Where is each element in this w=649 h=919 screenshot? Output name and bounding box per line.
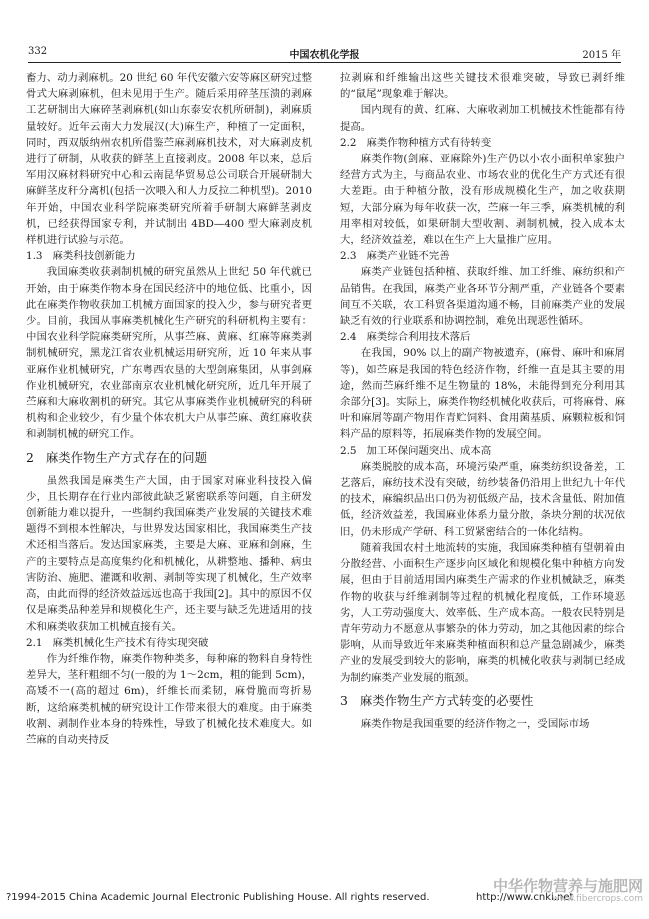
paragraph: 国内现有的黄、红麻、大麻收剥加工机械技术性能都有待提高。	[340, 104, 625, 133]
paragraph: 拉剥麻和纤维输出这些关键技术很难突破，导致已剥纤维的“鼠尾”现象难于解决。	[340, 72, 625, 101]
section-heading-2	[26, 449, 312, 467]
issue-year: 2015 年	[582, 50, 621, 61]
section-title: 麻类机械化生产技术有待实现突破	[52, 636, 209, 649]
section-heading-2-4	[340, 329, 625, 345]
paragraph: 在我国，90% 以上的副产物被遗弃，(麻骨、麻叶和麻屑等)，如苎麻是我国的特色经济作物，纤维一直是其主要的用途，然而苎麻纤维不足生物量的 18%，未能得到充分利用其余部分[3]。实际上，麻类作物经机械化收获后，可将麻骨、麻叶和麻屑等副产物用作青贮饲料、食用菌基质、麻颗粒板和饲料产品的原料等，拓展麻类作物的发展空间。	[340, 347, 625, 441]
section-heading-3	[340, 692, 625, 710]
left-column	[26, 70, 312, 748]
paragraph: 虽然我国是麻类生产大国，由于国家对麻业科技投入偏少，且长期存在行业内部彼此缺乏紧密联系等问题，自主研发创新能力难以提升，一些制约我国麻类产业发展的关键技术难题得不到根本性解决，与世界发达国家相比，我国麻类生产技术还相当落后。发达国家麻类，主要是大麻、亚麻和剑麻，生产的主要特点是高度集约化和机械化，从耕整地、播种、病虫害防治、施肥、灌溉和收割、剥制等实现了机械化，生产效率高，由此而得的经济效益远远也高于我国[2]。其中的原因不仅仅是麻类品种差异和规模化生产，还主要与缺乏先进适用的技术和麻类收获加工机械直接有关。	[26, 474, 312, 633]
cnki-link[interactable]: http://www.cnki.net	[476, 892, 574, 903]
watermark-title: 中华作物营养与施肥网	[492, 877, 643, 895]
section-heading-2-1	[26, 635, 312, 651]
section-number: 2.3	[340, 250, 357, 263]
section-number: 3	[340, 692, 348, 708]
section-heading-2-2	[340, 135, 625, 151]
section-number: 2.1	[26, 636, 43, 649]
right-column	[340, 70, 625, 732]
section-number: 2.5	[340, 444, 357, 457]
section-heading-2-5	[340, 443, 625, 459]
journal-title: 中国农机化学报	[289, 50, 360, 61]
section-title: 麻类作物种植方式有待转变	[366, 136, 492, 149]
paragraph: 麻类作物是我国重要的经济作物之一，受国际市场	[360, 717, 590, 730]
paragraph: 麻类作物(剑麻、亚麻除外)生产仍以小农小面积单家独户经营方式为主，与商品农业、市场农业的优化生产方式还有很大差距。由于种植分散，没有形成规模化生产，加之收获期短，大部分麻为每年收获一次，苎麻一年三季，麻类机械的利用率相对较低，如果研制大型收割、剥制机械，投入成本太大，经济效益差，难以在生产上大量推广应用。	[340, 153, 625, 247]
section-title: 麻类产业链不完善	[366, 250, 450, 263]
section-title: 加工环保问题突出、成本高	[366, 444, 492, 457]
section-number: 2.2	[340, 136, 357, 149]
paragraph: 作为纤维作物，麻类作物种类多，每种麻的物料自身特性差异大，茎秆粗细不匀(一般的为 1～2cm，粗的能到 5cm)，高矮不一(高的超过 6m)，纤维长而柔韧，麻骨脆而弯折易断，这给麻类机械的研究设计工作带来很大的难度。由于麻类收割、剥制作业本身的特殊性，导致了机械化技术难度大。如苎麻的自动夹持反	[26, 652, 312, 746]
paragraph: 麻类产业链包括种植、获取纤维、加工纤维、麻纺织和产品销售。在我国，麻类产业各环节分割严重，产业链各个要素间互不关联，农工科贸各渠道沟通不畅，目前麻类产业的发展缺乏有效的行业联系和协调控制，难免出现恶性循环。	[340, 266, 625, 328]
site-watermark	[493, 878, 643, 905]
section-number: 2	[26, 449, 34, 465]
section-number: 2.4	[340, 331, 357, 344]
section-heading-1-3	[26, 248, 312, 264]
section-title: 麻类作物生产方式存在的问题	[45, 449, 207, 465]
paragraph: 随着我国农村土地流转的实施，我国麻类种植有望朝着由分散经营、小面积生产逐步向区域化和规模化集中种植方向发展，但由于目前适用国内麻类生产需求的作业机械缺乏，麻类作物的收获与纤维剥制等过程的机械化程度低，工作环境恶劣，人工劳动强度大、效率低、生产成本高。一般农民特别是青年劳动力不愿意从事繁杂的体力劳动，加之其他因素的综合影响，从而导致近年来麻类种植面积和总产量急剧减少，麻类产业的发展受到较大的影响，麻类的机械化收获与剥制已经成为制约麻类产业发展的瓶颈。	[340, 541, 625, 684]
copyright-footer	[6, 877, 643, 908]
section-title: 麻类作物生产方式转变的必要性	[359, 692, 534, 708]
paragraph: 麻类脱胶的成本高，环境污染严重，麻类纺织设备差，工艺落后，麻纺技术没有突破，纺纱装备仍沿用上世纪九十年代的技术，麻编织品出口仍为初低级产品，技术含量低、附加值低，经济效益差，我国麻业体系力量分散，条块分割的状况依旧，仍未形成产学研、科工贸紧密结合的一体化结构。	[340, 460, 625, 538]
page-number: 332	[28, 46, 48, 57]
running-header	[28, 44, 621, 63]
watermark-url: www.fibercrops.com	[552, 894, 643, 904]
paragraph: 我国麻类收获剥制机械的研究虽然从上世纪 50 年代就已开始，由于麻类作物本身在国民经济中的地位低、比重小，因此在麻类作物收获加工机械方面国家的投入少，参与研究者更少。目前，我国从事麻类机械化生产研究的科研机构主要有：中国农业科学院麻类研究所，从事苎麻、黄麻、红麻等麻类剥制机械研究，黑龙江省农业机械运用研究所，近 10 年来从事亚麻作业机械研究，广东粤西农垦的大型剑麻集团，从事剑麻作业机械研究，农业部南京农业机械化研究所，近几年开展了苎麻和大麻收割机的研究。其它从事麻类作业机械研究的科研机构和企业较少，有少量个体农机大户从事苎麻、黄红麻收获和剥制机械的研究工作。	[26, 266, 312, 441]
paragraph: 畜力、动力剥麻机。20 世纪 60 年代安徽六安等麻区研究过整骨式大麻剥麻机，但未见用于生产。随后采用碎茎压溃的剥麻工艺研制出大麻碎茎剥麻机(如山东泰安农机所研制)，剥麻质量较好。近年云南大力发展汉(大)麻生产，种植了一定面积，同时，西双版纳州农机所借鉴苎麻剥麻机技术，对大麻剥皮机进行了研制，从收获的鲜茎上直接剥皮。2008 年以来，总后军用汉麻材料研究中心和云南昆华贸易总公司联合开展研制大麻鲜茎皮秆分离机(包括一次喂入和人力反拉二种机型)。2010 年开始，中国农业科学院麻类研究所着手研制大麻鲜茎剥皮机，已经获得国家专利，并试制出 4BD—400 型大麻剥皮机样机进行试验与示范。	[26, 72, 312, 247]
section-title: 麻类综合利用技术落后	[366, 331, 471, 344]
section-number: 1.3	[26, 250, 43, 263]
section-title: 麻类科技创新能力	[52, 250, 136, 263]
copyright-notice: ?1994-2015 China Academic Journal Electronic Publishing House. All rights reserved.	[6, 892, 430, 903]
section-heading-2-3	[340, 248, 625, 264]
